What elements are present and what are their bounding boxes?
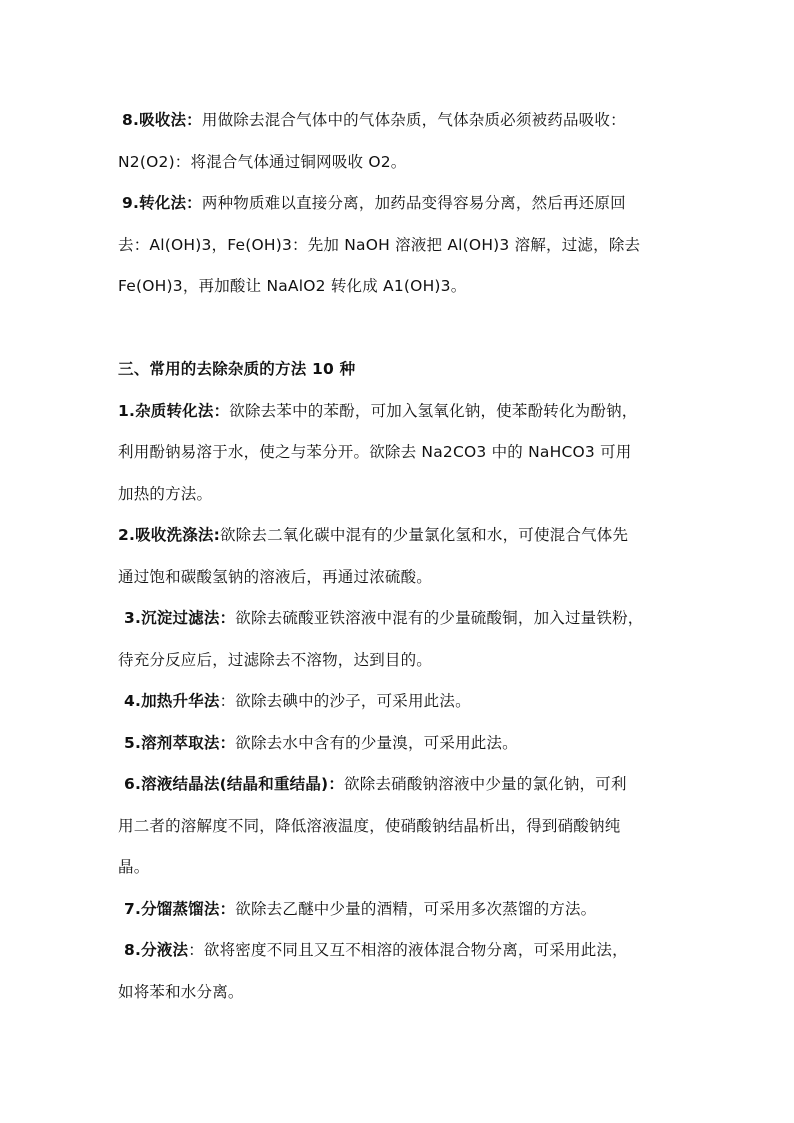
method-text: 欲除去二氧化碳中混有的少量氯化氢和水，可使混合气体先 <box>219 526 629 544</box>
method-title: 7.分馏蒸馏法： <box>124 900 236 918</box>
paragraph-line <box>118 857 794 877</box>
method-title: 8.分液法 <box>124 941 189 959</box>
paragraph-line <box>118 982 794 1002</box>
item-title: 8.吸收法： <box>122 111 202 129</box>
method-text: 加热的方法。 <box>118 485 213 503</box>
paragraph-line <box>118 401 794 421</box>
method-title: 6.溶液结晶法(结晶和重结晶)： <box>124 775 345 793</box>
method-title: 3.沉淀过滤法： <box>124 609 236 627</box>
paragraph-line <box>118 567 794 587</box>
paragraph-line <box>124 733 794 753</box>
method-text: 欲除去硫酸亚铁溶液中混有的少量硫酸铜，加入过量铁粉， <box>235 609 644 627</box>
paragraph-line <box>124 940 794 960</box>
paragraph-line <box>118 484 794 504</box>
section-heading-text: 三、常用的去除杂质的方法 10 种 <box>118 360 356 378</box>
paragraph-line <box>124 608 794 628</box>
method-text: 待充分反应后，过滤除去不溶物，达到目的。 <box>118 651 433 669</box>
paragraph-line <box>118 235 794 255</box>
item-text: 去：Al(OH)3，Fe(OH)3：先加 NaOH 溶液把 Al(OH)3 溶解，过滤，除去 <box>118 236 641 254</box>
paragraph-line <box>124 899 794 919</box>
paragraph-line <box>124 774 794 794</box>
method-text: 欲除去水中含有的少量溴，可采用此法。 <box>235 734 518 752</box>
paragraph-line <box>122 193 794 213</box>
method-text: ：欲除去碘中的沙子，可采用此法。 <box>219 692 471 710</box>
section-heading <box>118 359 794 379</box>
paragraph-line <box>118 525 794 545</box>
method-text: 欲除去硝酸钠溶液中少量的氯化钠，可利 <box>344 775 627 793</box>
item-text: 用做除去混合气体中的气体杂质，气体杂质必须被药品吸收： <box>201 111 626 129</box>
method-text: 利用酚钠易溶于水，使之与苯分开。欲除去 Na2CO3 中的 NaHCO3 可用 <box>118 443 632 461</box>
paragraph-line <box>118 152 794 172</box>
method-title: 1.杂质转化法： <box>118 402 230 420</box>
paragraph-line <box>118 816 794 836</box>
method-text: 欲除去乙醚中少量的酒精，可采用多次蒸馏的方法。 <box>235 900 597 918</box>
method-text: 晶。 <box>118 858 150 876</box>
item-text: Fe(OH)3，再加酸让 NaAlO2 转化成 A1(OH)3。 <box>118 277 467 295</box>
paragraph-line <box>122 110 794 130</box>
item-title: 9.转化法： <box>122 194 202 212</box>
method-title: 5.溶剂萃取法： <box>124 734 236 752</box>
method-title: 4.加热升华法 <box>124 692 220 710</box>
method-text: 用二者的溶解度不同，降低溶液温度，使硝酸钠结晶析出，得到硝酸钠纯 <box>118 817 621 835</box>
paragraph-line <box>118 650 794 670</box>
method-title: 2.吸收洗涤法: <box>118 526 220 544</box>
method-text: 欲除去苯中的苯酚，可加入氢氧化钠，使苯酚转化为酚钠， <box>229 402 638 420</box>
method-text: 通过饱和碳酸氢钠的溶液后，再通过浓硫酸。 <box>118 568 433 586</box>
item-text: 两种物质难以直接分离，加药品变得容易分离，然后再还原回 <box>201 194 626 212</box>
paragraph-line <box>118 442 794 462</box>
paragraph-line <box>118 276 794 296</box>
method-text: ：欲将密度不同且又互不相溶的液体混合物分离，可采用此法， <box>188 941 628 959</box>
method-text: 如将苯和水分离。 <box>118 983 244 1001</box>
item-text: N2(O2)：将混合气体通过铜网吸收 O2。 <box>118 153 407 171</box>
paragraph-line <box>124 691 794 711</box>
